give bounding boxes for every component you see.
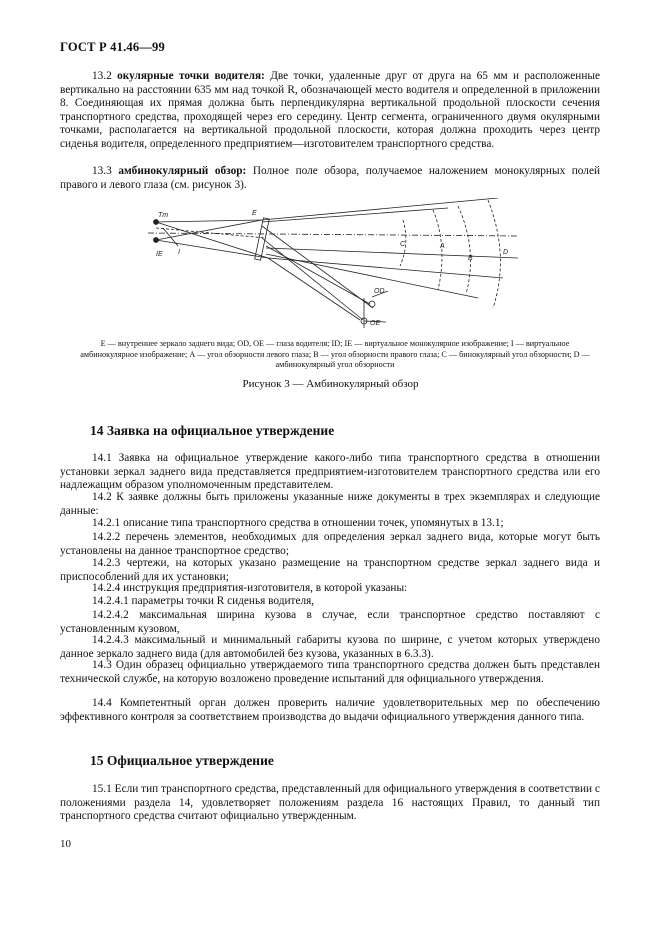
term: окулярные точки водителя: <box>117 70 265 82</box>
paragraph-14-2: 14.2 К заявке должны быть приложены указанные ниже документы в трех экземплярах и следующие данные: <box>60 491 600 517</box>
label-oe: OE <box>370 320 381 327</box>
angle-arc <box>458 206 471 294</box>
label-b: B <box>468 255 473 262</box>
term: амбинокулярный обзор: <box>118 165 247 177</box>
section-heading-15: 15 Официальное утверждение <box>90 753 274 768</box>
paragraph-14-2-2: 14.2.2 перечень элементов, необходимых для определения зеркал заднего вида, которые могут быть установлены на данное транспортное средство; <box>60 531 600 557</box>
axis-line <box>148 233 518 236</box>
paragraph-14-2-4-1: 14.2.4.1 параметры точки R сиденья водителя, <box>92 595 315 607</box>
paragraph-14-3: 14.3 Один образец официально утверждаемого типа транспортного средства должен быть представлен технической службе, на которую возложено проведение испытаний для официального утверждения. <box>60 659 600 685</box>
paragraph-13-3 <box>60 165 600 192</box>
figure-title: Рисунок 3 — Амбинокулярный обзор <box>242 378 419 390</box>
label-i: I <box>178 249 180 256</box>
clause-number: 13.2 <box>92 70 112 82</box>
section-heading-14: 14 Заявка на официальное утверждение <box>90 423 335 438</box>
label-c: C <box>400 241 406 248</box>
label-e: E <box>252 210 257 217</box>
paragraph-14-2-4: 14.2.4 инструкция предприятия-изготовителя, в которой указаны: <box>92 582 408 594</box>
paragraph-14-4: 14.4 Компетентный орган должен проверить наличие удовлетворительных мер по обеспечению эффективного контроля за соответствием производства до выдачи официального утверждения данного типа. <box>60 697 600 723</box>
sight-line <box>156 220 262 222</box>
figure-diagram <box>148 198 528 338</box>
label-leader <box>163 228 178 246</box>
paragraph-13-2 <box>60 70 600 152</box>
eye-line <box>262 226 373 308</box>
sight-line <box>156 220 262 240</box>
mirror-shape <box>255 218 270 260</box>
paragraph-14-2-4-2: 14.2.4.2 максимальная ширина кузова в случае, если транспортное средство поставляют с установленным кузовом, <box>60 609 600 635</box>
label-tm: Tm <box>158 212 169 219</box>
paragraph-15-1: 15.1 Если тип транспортного средства, представленный для официального утверждения в соответствии с положениями раздела 14, удовлетворяет положениям раздела 16 настоящих Правил, то данный тип транспортного средства считают официально утвержденным. <box>60 783 600 823</box>
clause-text: Две точки, удаленные друг от друга на 65 мм и расположенные вертикально на расстоянии 635 мм над точкой R, обозначающей место водителя и определенной в приложении 8. Соединяющая их прямая должна быть перпендикулярна вертикальной продольной плоскости сечения транспортного средства, проходящей через его середину. Центр сегмента, ограниченного двумя окулярными точками, располагается на вертикальной продольной плоскости, которая должна проходить через центр сиденья водителя, определенного предприятием—изготовителем транспортного средства. <box>60 70 600 150</box>
label-d: D <box>503 249 509 256</box>
clause-number: 13.3 <box>92 165 112 177</box>
sight-line <box>156 240 268 258</box>
angle-arc <box>488 200 500 308</box>
page-number: 10 <box>60 838 71 850</box>
label-od: OD <box>374 288 385 295</box>
field-line <box>262 208 448 222</box>
paragraph-14-1: 14.1 Заявка на официальное утверждение какого-либо типа транспортного средства в отношении установки зеркал заднего вида представляется предприятием-изготовителем транспортного средства или его надлежащим образом уполномоченным представителем. <box>60 452 600 492</box>
eye-line <box>262 238 363 320</box>
paragraph-14-2-1: 14.2.1 описание типа транспортного средства в отношении точек, упомянутых в 13.1; <box>92 517 504 529</box>
clause-text: Полное поле обзора, получаемое наложением монокулярных полей правого и левого глаза (см. рисунок 3). <box>60 165 601 191</box>
paragraph-14-2-3: 14.2.3 чертежи, на которых указано размещение на транспортном средстве зеркал заднего вида и приспособлений для их установки; <box>60 557 600 583</box>
angle-arc <box>433 210 442 290</box>
figure-ambinocular-view <box>148 198 528 338</box>
eye-line <box>266 246 370 304</box>
paragraph-14-2-4-3: 14.2.4.3 максимальный и минимальный габариты кузова по ширине, с учетом которых утверждено данное зеркало заднего вида (для автомобилей без кузова, указанных в 6.3.3). <box>60 634 600 660</box>
label-a: A <box>440 243 445 250</box>
eye-line <box>268 258 360 320</box>
document-header: ГОСТ Р 41.46—99 <box>60 40 165 54</box>
label-ie: IE <box>156 251 163 258</box>
figure-caption: E — внутреннее зеркало заднего вида; OD, OE — глаза водителя; ID; IE — виртуальное монокулярное изображение; I — виртуальное амбинокулярное изображение; A — угол обзорности левого глаза; B — угол обзорности правого глаза; C — бинокулярный угол обзорности; D — амбинокулярный угол обзорности <box>80 339 590 370</box>
